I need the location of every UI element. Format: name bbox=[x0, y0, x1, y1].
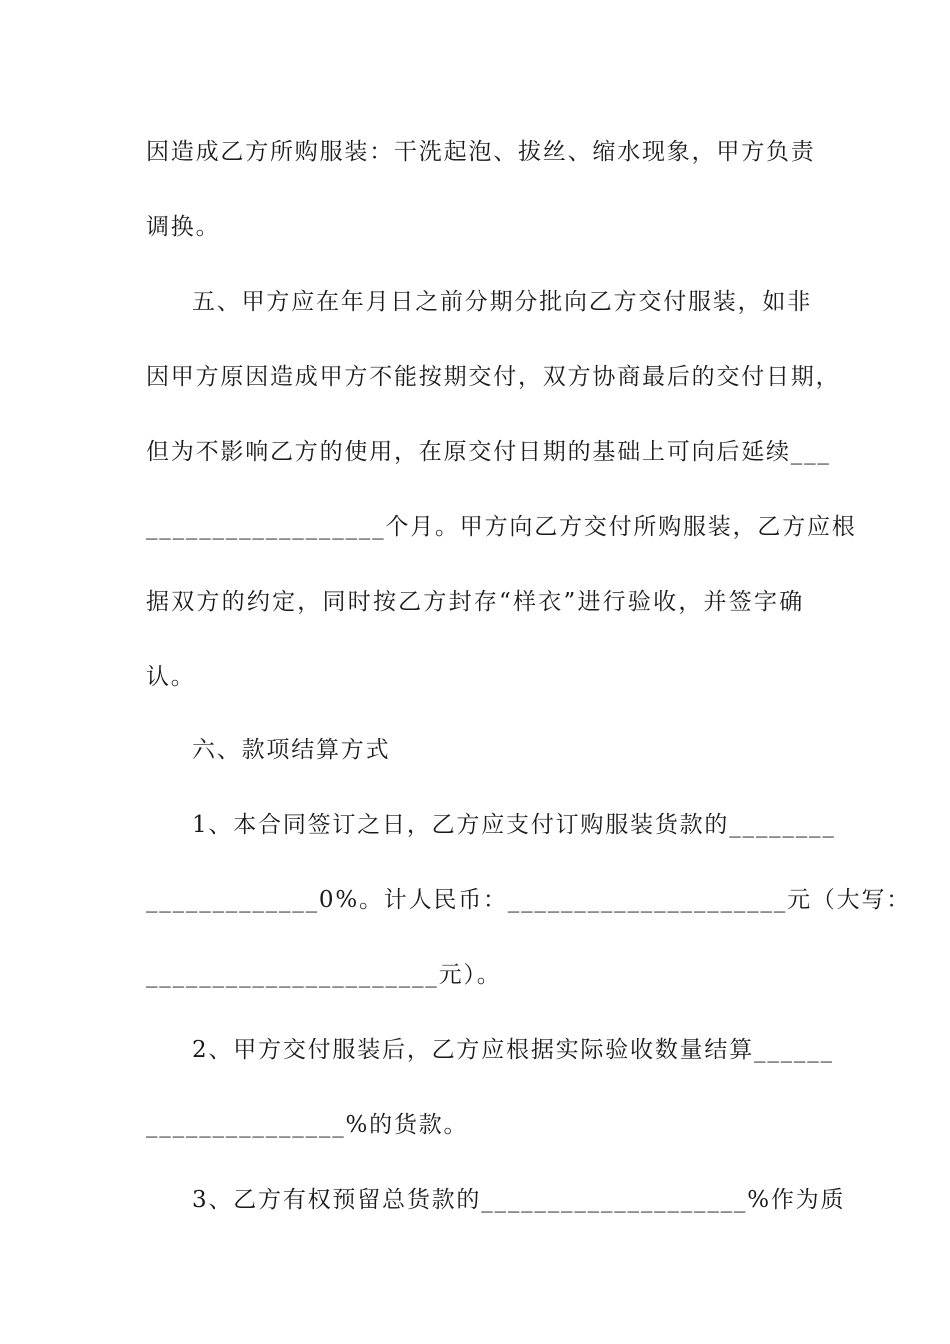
paragraph-line: _____________0%。计人民币：_____________________元（大写： bbox=[146, 887, 912, 913]
paragraph-line: 调换。 bbox=[146, 214, 221, 240]
paragraph-line: 1、本合同签订之日，乙方应支付订购服装货款的________ bbox=[192, 812, 836, 838]
section-heading: 六、款项结算方式 bbox=[192, 737, 391, 763]
paragraph-line: _______________%的货款。 bbox=[146, 1112, 469, 1138]
paragraph-line: 认。 bbox=[146, 664, 196, 690]
paragraph-line: 但为不影响乙方的使用，在原交付日期的基础上可向后延续___ bbox=[146, 439, 831, 465]
paragraph-line: 据双方的约定，同时按乙方封存“样衣”进行验收，并签字确 bbox=[146, 589, 804, 615]
paragraph-line: __________________个月。甲方向乙方交付所购服装，乙方应根 bbox=[146, 514, 857, 540]
paragraph-line: ______________________元）。 bbox=[146, 962, 502, 988]
paragraph-line: 3、乙方有权预留总货款的____________________%作为质 bbox=[192, 1187, 846, 1213]
paragraph-line: 2、甲方交付服装后，乙方应根据实际验收数量结算______ bbox=[192, 1037, 834, 1063]
paragraph-line: 因造成乙方所购服装：干洗起泡、拔丝、缩水现象，甲方负责 bbox=[146, 139, 816, 165]
paragraph-line: 五、甲方应在年月日之前分期分批向乙方交付服装，如非 bbox=[192, 289, 812, 315]
paragraph-line: 因甲方原因造成甲方不能按期交付，双方协商最后的交付日期， bbox=[146, 364, 841, 390]
